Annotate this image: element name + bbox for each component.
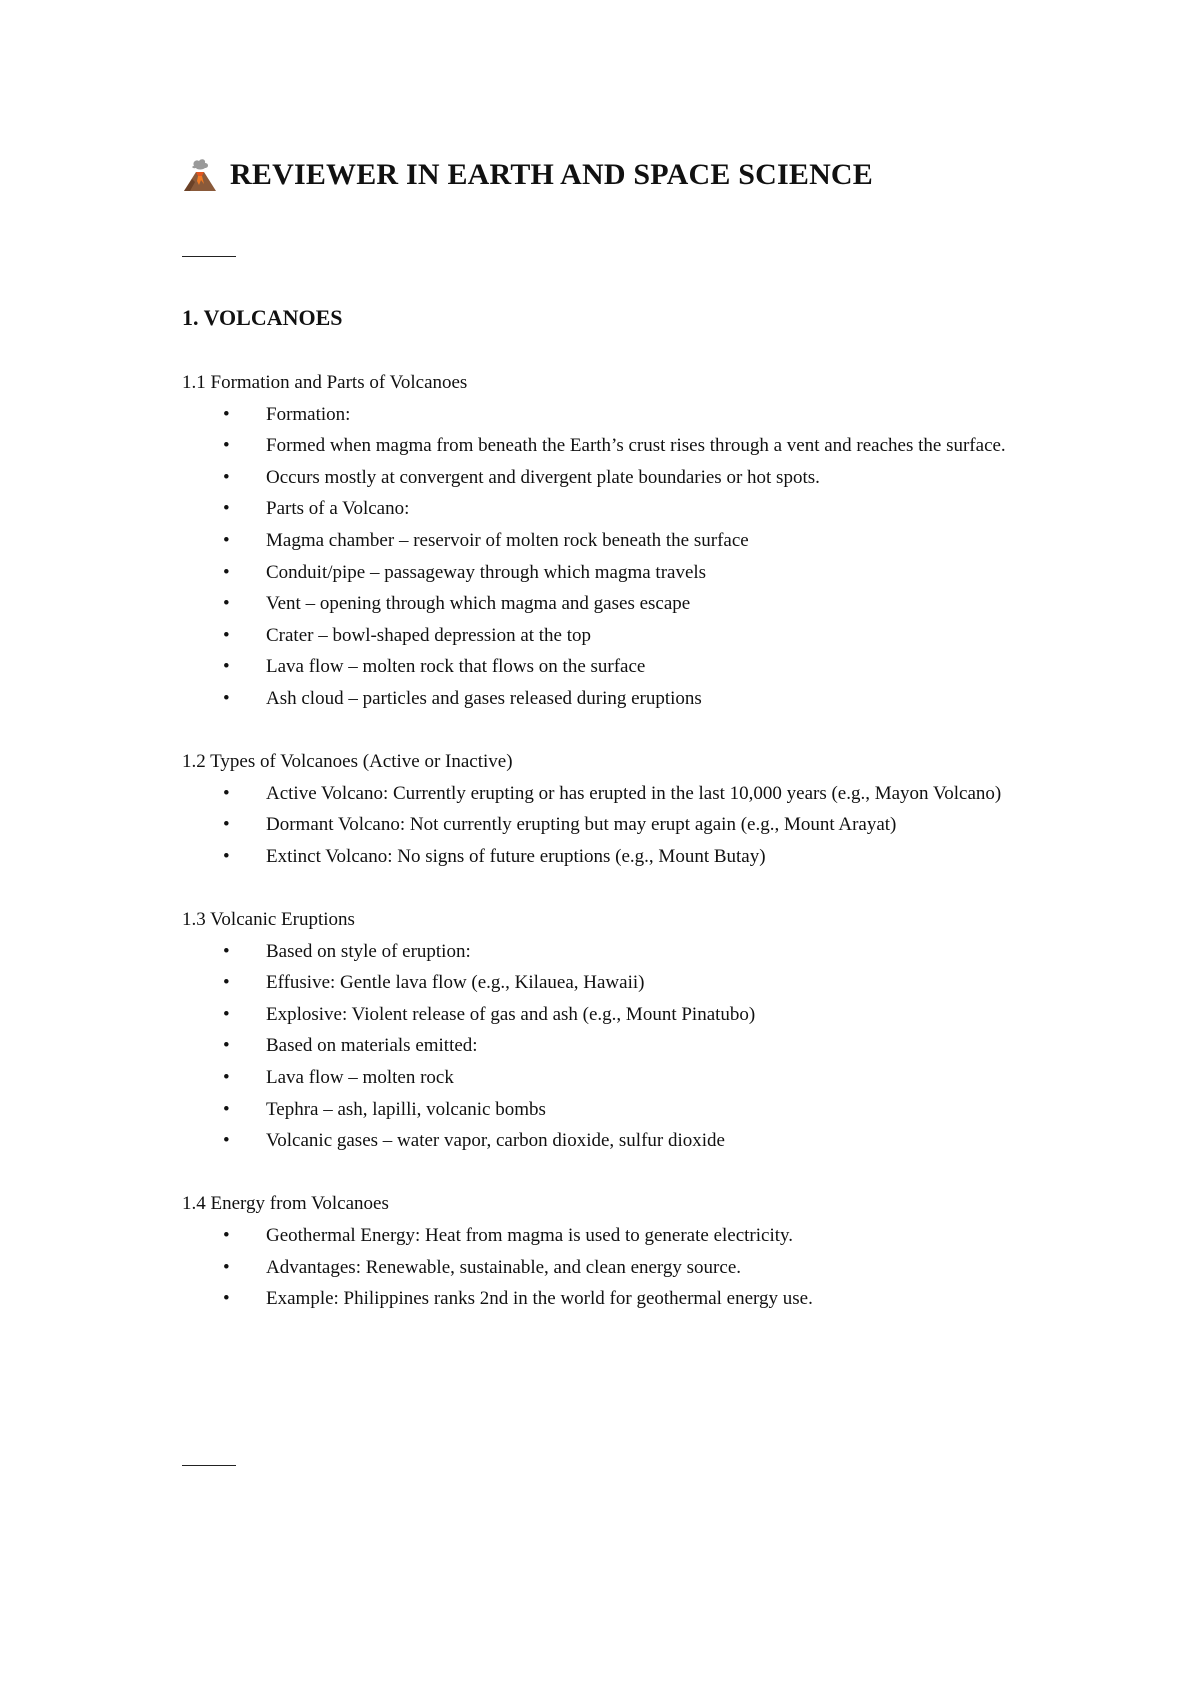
bullet-text: Based on style of eruption: <box>266 940 471 962</box>
bullet-glyph: • <box>223 687 230 709</box>
bullet-glyph: • <box>223 498 230 520</box>
bullet-text: Active Volcano: Currently erupting or has erupted in the last 10,000 years (e.g., Mayon Volcano) <box>266 782 1002 804</box>
bullet-text: Effusive: Gentle lava flow (e.g., Kilauea, Hawaii) <box>266 972 645 994</box>
bullet-item <box>182 936 1027 968</box>
bullet-text: Tephra – ash, lapilli, volcanic bombs <box>266 1098 546 1120</box>
document-title <box>182 158 873 192</box>
bullet-text: Dormant Volcano: Not currently erupting but may erupt again (e.g., Mount Arayat) <box>266 814 897 836</box>
document-title-text: REVIEWER IN EARTH AND SPACE SCIENCE <box>230 158 874 191</box>
bullet-item <box>182 1283 1027 1315</box>
bullet-text: Geothermal Energy: Heat from magma is used to generate electricity. <box>266 1225 794 1247</box>
bullet-glyph: • <box>223 845 230 867</box>
bullet-item <box>182 620 1027 652</box>
bullet-glyph: • <box>223 1035 230 1057</box>
bullet-text: Explosive: Violent release of gas and ash (e.g., Mount Pinatubo) <box>266 1003 756 1025</box>
bullet-item <box>182 557 1027 589</box>
bullet-glyph: • <box>223 656 230 678</box>
bullet-glyph: • <box>223 1256 230 1278</box>
bullet-glyph: • <box>223 1288 230 1310</box>
bullet-glyph: • <box>223 403 230 425</box>
bullet-glyph: • <box>223 593 230 615</box>
bullet-item <box>182 493 1027 525</box>
bullet-item <box>182 778 1027 810</box>
horizontal-divider-bottom <box>182 1465 236 1466</box>
bullet-item <box>182 1220 1027 1252</box>
subsection-heading: 1.2 Types of Volcanoes (Active or Inactive) <box>182 751 513 773</box>
bullet-text: Formation: <box>266 403 351 425</box>
bullet-text: Crater – bowl-shaped depression at the top <box>266 624 592 646</box>
bullet-item <box>182 1125 1027 1157</box>
subsection-heading: 1.3 Volcanic Eruptions <box>182 909 355 931</box>
bullet-glyph: • <box>223 1098 230 1120</box>
bullet-text: Advantages: Renewable, sustainable, and clean energy source. <box>266 1256 741 1278</box>
bullet-glyph: • <box>223 1003 230 1025</box>
bullet-text: Lava flow – molten rock that flows on the surface <box>266 656 646 678</box>
section-content <box>182 367 1027 1346</box>
subsection <box>182 367 1027 715</box>
bullet-glyph: • <box>223 529 230 551</box>
bullet-item <box>182 809 1027 841</box>
volcano-icon <box>182 158 218 192</box>
bullet-text: Lava flow – molten rock <box>266 1067 454 1089</box>
bullet-item <box>182 999 1027 1031</box>
bullet-item <box>182 399 1027 431</box>
bullet-item <box>182 525 1027 557</box>
subsection <box>182 1188 1027 1314</box>
bullet-item <box>182 841 1027 873</box>
bullet-text: Parts of a Volcano: <box>266 498 410 520</box>
bullet-glyph: • <box>223 435 230 457</box>
subsection <box>182 904 1027 1157</box>
bullet-text: Formed when magma from beneath the Earth’s crust rises through a vent and reaches the surface. <box>266 435 1006 457</box>
bullet-text: Conduit/pipe – passageway through which magma travels <box>266 561 707 583</box>
bullet-item <box>182 1094 1027 1126</box>
bullet-item <box>182 967 1027 999</box>
bullet-text: Ash cloud – particles and gases released during eruptions <box>266 687 702 709</box>
bullet-text: Based on materials emitted: <box>266 1035 478 1057</box>
bullet-glyph: • <box>223 972 230 994</box>
bullet-text: Occurs mostly at convergent and divergent plate boundaries or hot spots. <box>266 466 820 488</box>
bullet-glyph: • <box>223 1067 230 1089</box>
bullet-glyph: • <box>223 782 230 804</box>
bullet-glyph: • <box>223 466 230 488</box>
bullet-item <box>182 651 1027 683</box>
bullet-item <box>182 588 1027 620</box>
bullet-glyph: • <box>223 940 230 962</box>
subsection-heading: 1.1 Formation and Parts of Volcanoes <box>182 372 468 393</box>
bullet-glyph: • <box>223 814 230 836</box>
bullet-glyph: • <box>223 624 230 646</box>
bullet-text: Magma chamber – reservoir of molten rock beneath the surface <box>266 529 749 551</box>
bullet-glyph: • <box>223 1130 230 1152</box>
section-heading: 1. VOLCANOES <box>182 305 343 330</box>
bullet-item <box>182 683 1027 715</box>
subsection-heading: 1.4 Energy from Volcanoes <box>182 1193 389 1215</box>
bullet-item <box>182 462 1027 494</box>
bullet-glyph: • <box>223 1225 230 1247</box>
bullet-text: Volcanic gases – water vapor, carbon dioxide, sulfur dioxide <box>266 1130 725 1152</box>
bullet-text: Vent – opening through which magma and gases escape <box>266 593 691 615</box>
bullet-item <box>182 1030 1027 1062</box>
bullet-text: Extinct Volcano: No signs of future eruptions (e.g., Mount Butay) <box>266 845 766 867</box>
bullet-text: Example: Philippines ranks 2nd in the world for geothermal energy use. <box>266 1288 813 1310</box>
bullet-item <box>182 430 1027 462</box>
bullet-item <box>182 1062 1027 1094</box>
bullet-glyph: • <box>223 561 230 583</box>
bullet-item <box>182 1252 1027 1284</box>
horizontal-divider <box>182 256 236 257</box>
subsection <box>182 746 1027 872</box>
